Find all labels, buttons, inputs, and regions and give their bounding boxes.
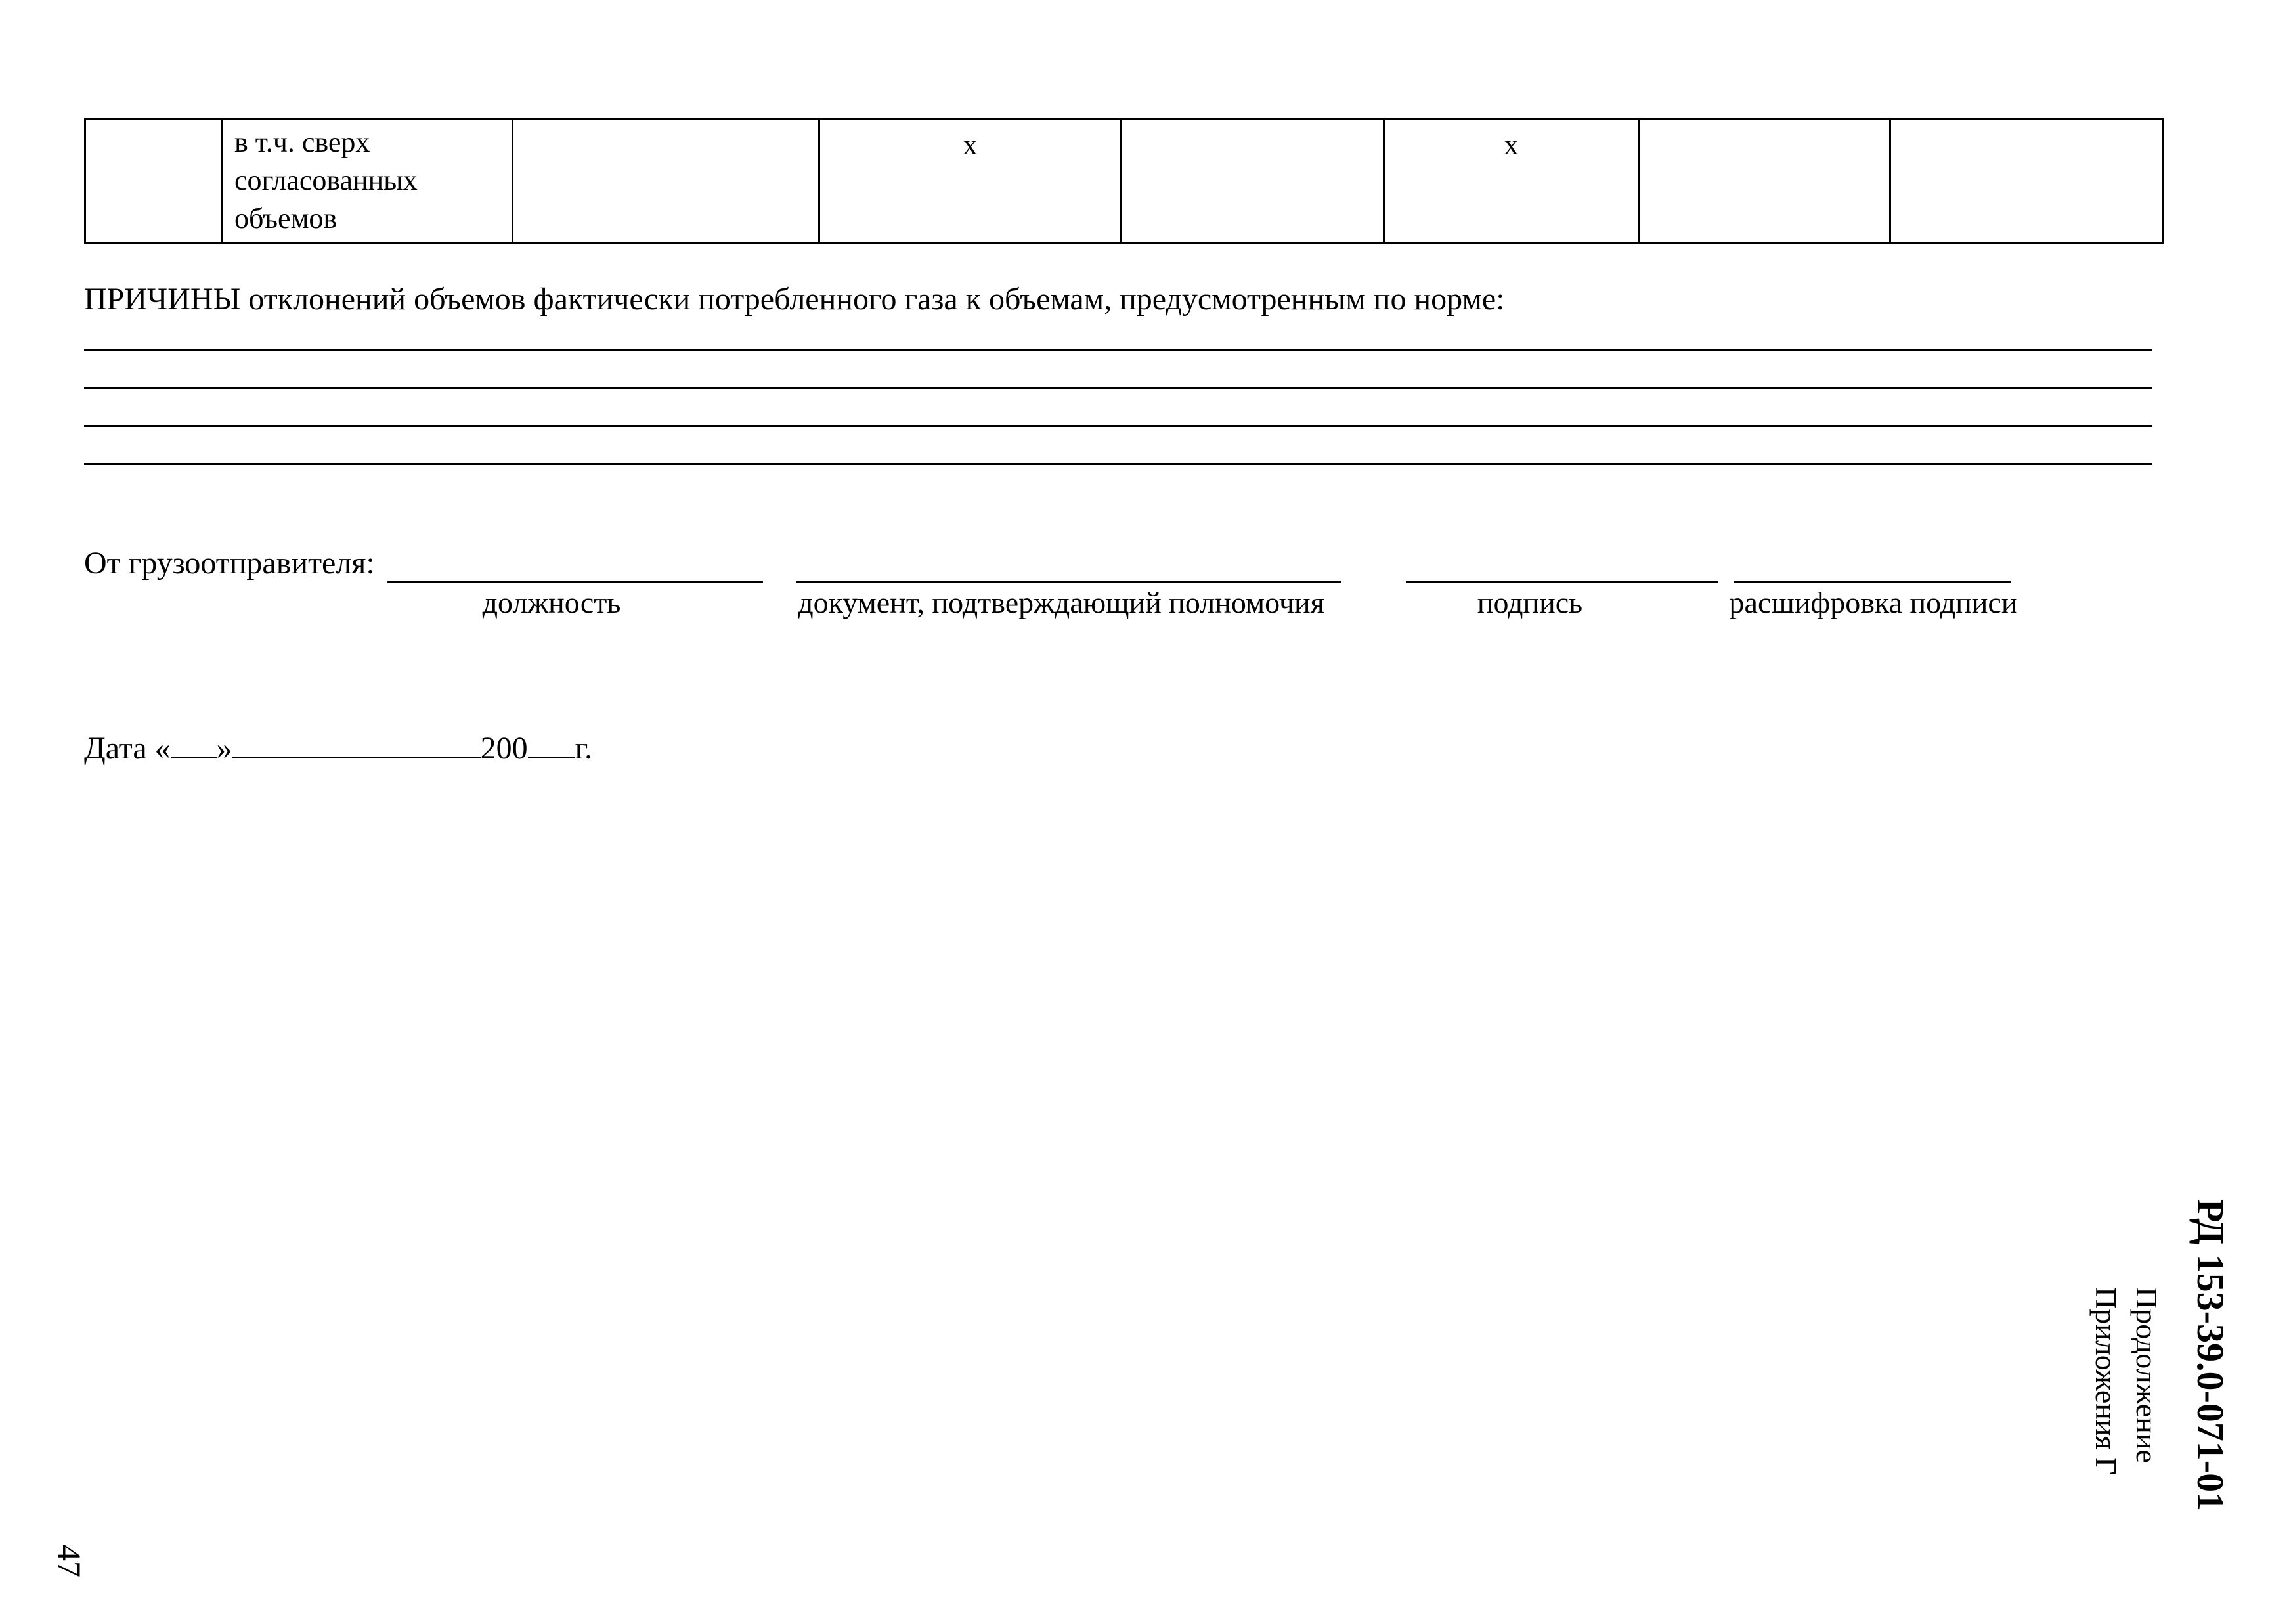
reasons-title: ПРИЧИНЫ отклонений объемов фактически потребленного газа к объемам, предусмотренным по норме:	[84, 282, 1505, 317]
page-number: 47	[51, 1545, 88, 1577]
date-row	[84, 730, 592, 766]
document-line	[796, 581, 1341, 583]
decoding-line	[1734, 581, 2011, 583]
appendix-line-2: Приложения Г	[2089, 1287, 2123, 1475]
table-cell	[1890, 119, 2163, 243]
caption-position: должность	[482, 586, 621, 619]
year-blank	[528, 730, 575, 758]
appendix-note	[2085, 1287, 2167, 1475]
month-blank	[232, 730, 481, 758]
table-cell	[513, 119, 819, 243]
reasons-line	[84, 425, 2152, 427]
table-cell	[85, 119, 222, 243]
signature-line	[1406, 581, 1718, 583]
reasons-line	[84, 387, 2152, 389]
day-blank	[171, 730, 217, 758]
year-prefix: 200	[480, 731, 528, 766]
date-mid: »	[216, 731, 232, 766]
shipper-label: От грузоотправителя:	[84, 546, 375, 581]
reasons-line	[84, 463, 2152, 465]
position-line	[387, 581, 763, 583]
table-cell-description: в т.ч. сверх согласованных объемов	[222, 119, 513, 243]
data-table	[84, 118, 2164, 244]
table-cell-x: x	[1384, 119, 1639, 243]
date-prefix: Дата «	[84, 731, 171, 766]
document-code: РД 153-39.0-071-01	[2189, 1199, 2232, 1512]
appendix-line-1: Продолжение	[2130, 1287, 2164, 1463]
table-cell	[1639, 119, 1890, 243]
caption-document: документ, подтверждающий полномочия	[798, 586, 1324, 619]
caption-decoding: расшифровка подписи	[1729, 586, 2018, 619]
table-cell	[1122, 119, 1384, 243]
table-cell-x: x	[819, 119, 1122, 243]
date-suffix: г.	[575, 731, 592, 766]
reasons-line	[84, 349, 2152, 351]
table-row	[85, 119, 2163, 243]
caption-signature: подпись	[1477, 586, 1583, 619]
